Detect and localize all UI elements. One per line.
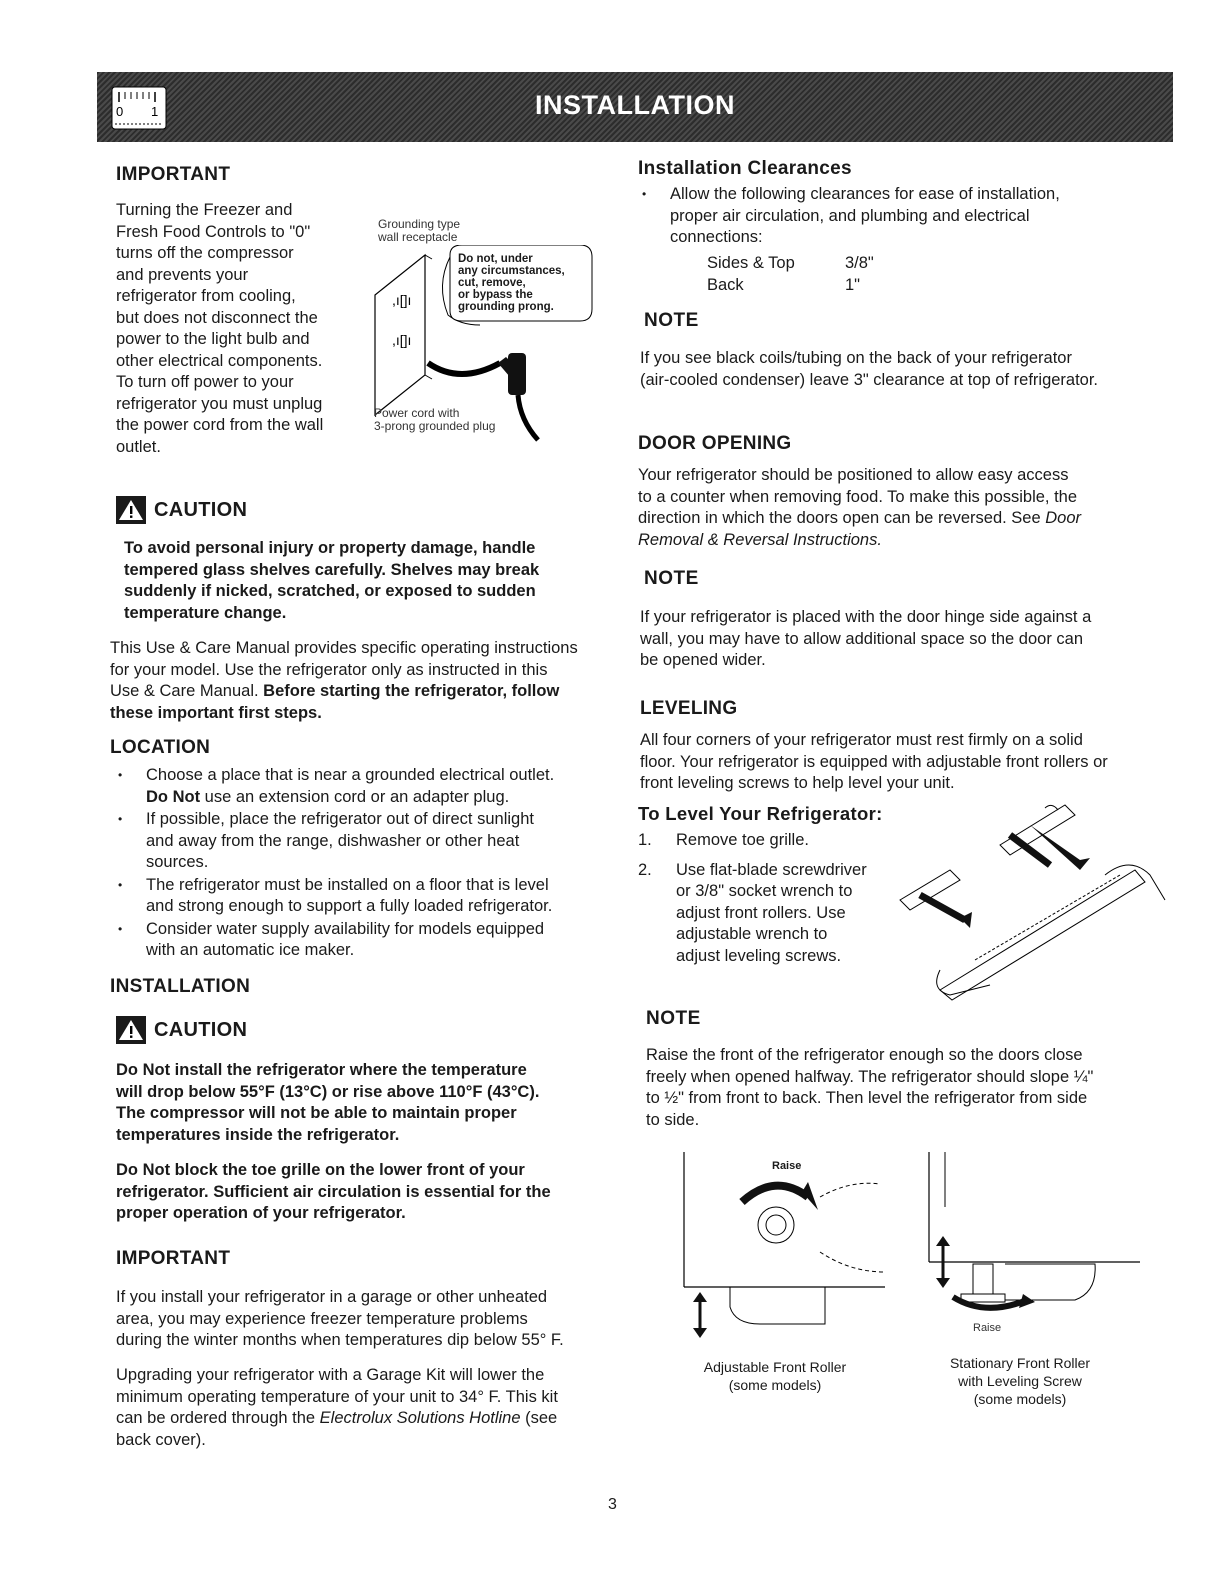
svg-text:0: 0 xyxy=(116,104,124,119)
step-number: 2. xyxy=(638,860,652,879)
text-line xyxy=(638,508,1158,530)
text-line: and away from the range, dishwasher or other heat xyxy=(146,831,520,850)
text-line: to a counter when removing food. To make this possible, the xyxy=(638,487,1078,506)
text-run-italic: Removal & Reversal Instructions. xyxy=(638,530,882,549)
text-run: direction in which the doors open can be reversed. See xyxy=(638,509,1046,527)
note-heading: NOTE xyxy=(646,1008,701,1029)
adjustable-roller-caption xyxy=(675,1358,875,1394)
leveling-steps xyxy=(638,830,918,975)
text-line: • If possible, place the refrigerator out of direct sunlight xyxy=(146,810,534,828)
text-line: for your model. Use the refrigerator only as instructed in this xyxy=(110,660,548,679)
text-line xyxy=(110,681,620,703)
text-line: To avoid personal injury or property damage, handle xyxy=(124,539,536,557)
garage-text xyxy=(116,1287,616,1352)
text-line: during the winter months when temperatures dip below 55° F. xyxy=(116,1331,564,1349)
caution-title: CAUTION xyxy=(154,498,248,521)
text-line: freely when opened halfway. The refrigerator should slope ¼" xyxy=(646,1067,1094,1086)
text-line: refrigerator from cooling, xyxy=(116,287,296,305)
text-line: Do Not block the toe grille on the lower front of your xyxy=(116,1161,525,1179)
text-line: This Use & Care Manual provides specific operating instructions xyxy=(110,639,578,657)
text-line: to ½" from front to back. Then level the refrigerator from side xyxy=(646,1089,1088,1107)
text-line: floor. Your refrigerator is equipped with adjustable front rollers or xyxy=(640,752,1108,771)
text-line: tempered glass shelves carefully. Shelves may break xyxy=(124,560,540,579)
text-line: Upgrading your refrigerator with a Garage Kit will lower the xyxy=(116,1366,545,1384)
location-heading: LOCATION xyxy=(110,737,211,758)
text-run: can be ordered through the xyxy=(116,1409,320,1427)
list-item xyxy=(638,830,918,852)
svg-text:1: 1 xyxy=(151,104,159,119)
receptacle-label xyxy=(378,218,460,244)
clearances-list xyxy=(636,184,1136,250)
caution-toe-grille-text xyxy=(116,1160,616,1225)
leveling-text xyxy=(640,730,1170,795)
text-line: All four corners of your refrigerator must rest firmly on a solid xyxy=(640,731,1083,749)
power-cord-label xyxy=(374,407,495,433)
callout-line: any circumstances, xyxy=(458,265,565,277)
note-slope-text xyxy=(646,1045,1166,1131)
label-line: Grounding type xyxy=(378,217,461,231)
text-line: • Choose a place that is near a grounded electrical outlet. xyxy=(146,766,555,784)
text-line: and strong enough to support a fully loaded refrigerator. xyxy=(146,897,553,915)
step-text: adjust leveling screws. xyxy=(676,946,842,965)
list-item xyxy=(112,765,617,808)
text-line: If your refrigerator is placed with the door hinge side against a xyxy=(640,608,1092,626)
text-line: and prevents your xyxy=(116,265,249,284)
important-heading: IMPORTANT xyxy=(116,164,231,185)
grounded-plug-figure xyxy=(370,215,615,445)
text-line: with an automatic ice maker. xyxy=(146,941,355,959)
svg-text:,ı[]ı: ,ı[]ı xyxy=(392,332,412,348)
warning-icon xyxy=(116,496,146,524)
callout-line: Do not, under xyxy=(458,253,533,265)
caption-line: (some models) xyxy=(728,1377,822,1393)
stationary-roller-caption xyxy=(925,1354,1115,1408)
text-line: back cover). xyxy=(116,1430,206,1449)
text-line: connections: xyxy=(670,228,763,246)
text-line: turns off the compressor xyxy=(116,244,294,262)
text-run: use an extension cord or an adapter plug. xyxy=(200,787,510,806)
text-line: will drop below 55°F (13°C) or rise above 110°F (43°C). xyxy=(116,1082,540,1101)
table-cell: Sides & Top xyxy=(707,254,795,272)
installation-heading: INSTALLATION xyxy=(110,976,251,997)
text-line: Your refrigerator should be positioned to allow easy access xyxy=(638,466,1069,484)
page-number: 3 xyxy=(608,1496,617,1513)
caution-title: CAUTION xyxy=(154,1018,248,1041)
step-text: adjustable wrench to xyxy=(676,925,828,943)
text-line: refrigerator. Sufficient air circulation is essential for the xyxy=(116,1182,551,1201)
text-line: If you install your refrigerator in a garage or other unheated xyxy=(116,1288,548,1306)
clearances-heading: Installation Clearances xyxy=(638,158,852,179)
text-line: power to the light bulb and xyxy=(116,330,310,348)
label-line: wall receptacle xyxy=(378,230,458,244)
level-subheading: To Level Your Refrigerator: xyxy=(638,803,883,824)
text-run-bold: these important first steps. xyxy=(110,703,322,722)
list-item xyxy=(638,860,918,968)
caution-header xyxy=(116,496,247,524)
text-line: If you see black coils/tubing on the back of your refrigerator xyxy=(640,349,1072,367)
caution-text xyxy=(124,538,604,624)
note-condenser-text xyxy=(640,348,1160,391)
text-line: temperature change. xyxy=(124,603,287,622)
caution-header xyxy=(116,1016,247,1044)
table-cell: 1" xyxy=(845,275,861,294)
screwdriver-leveling-illustration xyxy=(880,800,1170,1005)
callout-line: cut, remove, xyxy=(458,277,526,289)
text-line: The compressor will not be able to maintain proper xyxy=(116,1104,517,1122)
warning-icon xyxy=(116,1016,146,1044)
table-cell: 3/8" xyxy=(845,254,874,272)
text-line: to side. xyxy=(646,1110,700,1129)
important-text xyxy=(116,200,366,458)
important-heading: IMPORTANT xyxy=(116,1248,231,1269)
list-item xyxy=(112,875,617,918)
text-line: • The refrigerator must be installed on a floor that is level xyxy=(146,875,549,894)
svg-text:,ı[]ı: ,ı[]ı xyxy=(392,292,412,308)
text-line: suddenly if nicked, scratched, or exposed to sudden xyxy=(124,582,536,600)
label-line: 3-prong grounded plug xyxy=(374,419,496,433)
text-run: Use & Care Manual. xyxy=(110,682,264,700)
text-line: (air-cooled condenser) leave 3" clearance at top of refrigerator. xyxy=(640,370,1099,389)
adjustable-roller-drawing xyxy=(680,1152,890,1342)
table-cell: Back xyxy=(707,275,744,294)
table-row xyxy=(707,275,874,297)
text-line: Do Not install the refrigerator where the temperature xyxy=(116,1061,527,1079)
door-opening-heading: DOOR OPENING xyxy=(638,433,792,454)
step-text: Remove toe grille. xyxy=(676,831,809,849)
text-line: outlet. xyxy=(116,437,161,456)
text-run-bold: Before starting the refrigerator, follow xyxy=(263,682,560,700)
raise-label: Raise xyxy=(973,1322,1002,1334)
text-line: be opened wider. xyxy=(640,651,766,669)
text-line: temperatures inside the refrigerator. xyxy=(116,1125,400,1144)
clearances-table xyxy=(707,253,874,296)
door-opening-text xyxy=(638,465,1158,551)
list-item xyxy=(636,184,1136,249)
stationary-roller-figure xyxy=(925,1152,1145,1347)
step-text: adjust front rollers. Use xyxy=(676,903,846,922)
text-line: refrigerator you must unplug xyxy=(116,394,323,413)
text-line: sources. xyxy=(146,853,209,871)
note-door-hinge-text xyxy=(640,607,1160,672)
garage-kit-text xyxy=(116,1365,616,1451)
step-number: 1. xyxy=(638,831,652,849)
text-line: • Consider water supply availability for models equipped xyxy=(146,919,545,938)
location-list xyxy=(112,765,617,963)
adjustable-roller-figure xyxy=(680,1152,890,1342)
text-line: proper air circulation, and plumbing and electrical xyxy=(670,206,1030,225)
text-line: Raise the front of the refrigerator enough so the doors close xyxy=(646,1046,1083,1064)
text-run: (see xyxy=(520,1409,558,1427)
caption-line: Stationary Front Roller xyxy=(949,1355,1091,1371)
step-text: Use flat-blade screwdriver xyxy=(676,860,867,879)
text-line: but does not disconnect the xyxy=(116,308,318,327)
label-line: Power cord with xyxy=(374,406,460,420)
text-line: Fresh Food Controls to "0" xyxy=(116,222,311,241)
hotline-name: Electrolux Solutions Hotline xyxy=(319,1409,521,1427)
caution-temperature-text xyxy=(116,1060,616,1146)
text-line: other electrical components. xyxy=(116,351,323,370)
text-line xyxy=(116,1408,616,1430)
caption-line: Adjustable Front Roller xyxy=(703,1359,847,1375)
text-line: minimum operating temperature of your unit to 34° F. This kit xyxy=(116,1387,558,1406)
text-line: To turn off power to your xyxy=(116,373,294,391)
caption-line: with Leveling Screw xyxy=(958,1373,1082,1389)
table-row xyxy=(707,253,874,275)
callout-line: grounding prong. xyxy=(458,301,554,313)
manual-intro-text xyxy=(110,638,620,724)
text-line: proper operation of your refrigerator. xyxy=(116,1204,406,1222)
text-line: Turning the Freezer and xyxy=(116,201,293,219)
list-item xyxy=(112,809,617,874)
raise-label: Raise xyxy=(772,1160,802,1172)
page-title: INSTALLATION xyxy=(535,90,735,120)
leveling-heading: LEVELING xyxy=(640,698,738,719)
text-line: the power cord from the wall xyxy=(116,416,324,434)
grounding-warning-callout xyxy=(458,253,565,313)
stationary-roller-drawing xyxy=(925,1152,1145,1347)
text-line: front leveling screws to help level your unit. xyxy=(640,774,955,792)
text-line: • Allow the following clearances for ease of installation, xyxy=(670,185,1060,203)
text-run-bold: Do Not xyxy=(146,787,201,806)
note-heading: NOTE xyxy=(644,568,699,589)
caption-line: (some models) xyxy=(973,1391,1067,1407)
note-heading: NOTE xyxy=(644,310,699,331)
step-text: or 3/8" socket wrench to xyxy=(676,882,853,900)
list-item xyxy=(112,919,617,962)
section-header-bar xyxy=(97,72,1173,142)
text-line: wall, you may have to allow additional space so the door can xyxy=(640,629,1084,648)
callout-line: or bypass the xyxy=(458,289,533,301)
text-line: area, you may experience freezer temperature problems xyxy=(116,1309,528,1328)
text-run-italic: Door xyxy=(1045,509,1082,527)
